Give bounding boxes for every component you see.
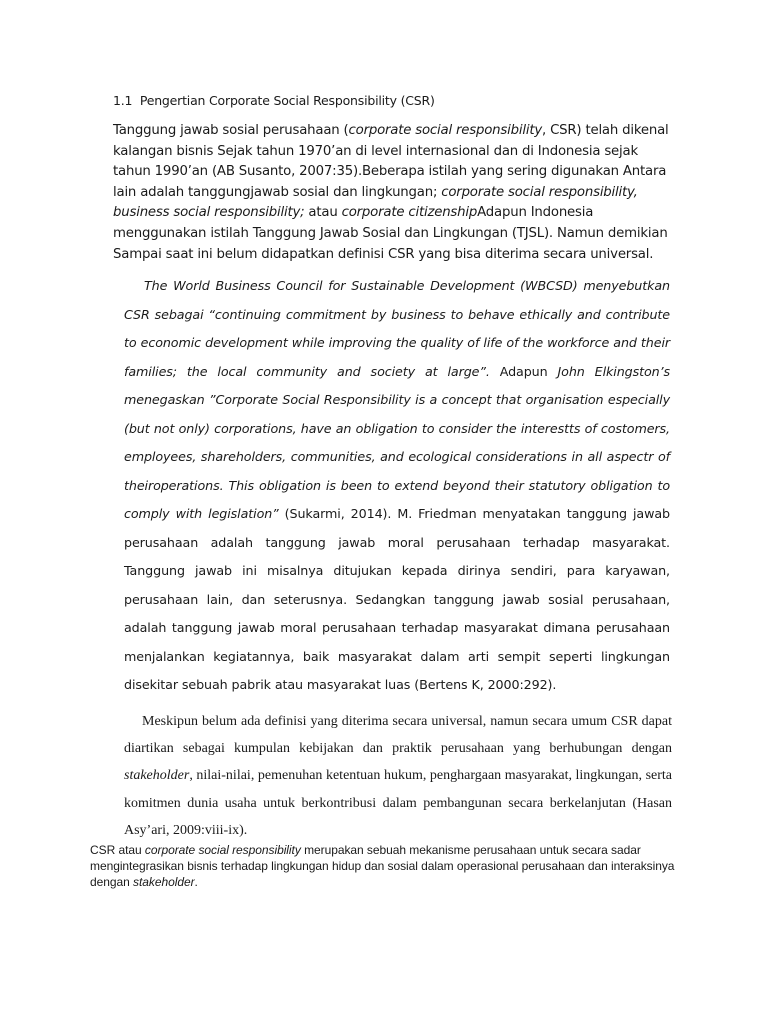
text-run: Adapun [489, 363, 558, 379]
text-run: CSR atau [90, 843, 145, 857]
paragraph-csr-history [113, 121, 673, 265]
paragraph-general-definition [124, 708, 672, 844]
text-run: , nilai-nilai, pemenuhan ketentuan hukum, penghargaan masyarakat, lingkungan, serta komitmen dunia usaha untuk berkontribusi dalam pembangunan secara berkelanjutan (Hasan Asy’ari, 2009:viii-ix). [124, 768, 672, 838]
italic-run: corporate social responsibility, business social responsibility; [113, 184, 638, 221]
text-run: merupakan sebuah mekanisme perusahaan untuk secara sadar mengintegrasikan bisnis terhadap lingkungan hidup dan sosial dalam operasional perusahaan dan interaksinya dengan [90, 843, 675, 889]
section-heading [113, 93, 673, 108]
text-run: . [194, 874, 198, 889]
paragraph-csr-mechanism [90, 843, 680, 890]
italic-run: The World Business Council for Sustainable Development (WBCSD) menyebutkan CSR sebagai “continuing commitment by business to behave ethically and contribute to economic development while improving the quality of life of the workforce and their families; the local community and society at large”. [124, 278, 670, 379]
section-title: Pengertian Corporate Social Responsibility (CSR) [139, 93, 435, 108]
paragraph-wbcsd-definition [124, 272, 670, 700]
text-run: , CSR) telah dikenal kalangan bisnis Sejak tahun 1970’an di level internasional dan di Indonesia sejak tahun 1990’an (AB Susanto, 2007:35).Beberapa istilah yang sering digunakan Antara lain adalah tanggungjawab sosial dan lingkungan; [113, 123, 669, 200]
section-number: 1.1 [113, 93, 133, 108]
italic-run: John Elkingston’s menegaskan ”Corporate Social Responsibility is a concept that organisation especially (but not only) corporations, have an obligation to consider the interestts of costomers, employees, shareholders, communities, and ecological considerations in all aspectr of theiroperations. This obligation is been to extend beyond their statutory obligation to comply with legislation” [124, 363, 671, 521]
text-run: Tanggung jawab sosial perusahaan ( [113, 123, 349, 138]
text-run: Adapun Indonesia menggunakan istilah Tanggung Jawab Sosial dan Lingkungan (TJSL). Namun demikian Sampai saat ini belum didapatkan definisi CSR yang bisa diterima secara universal. [113, 205, 668, 262]
text-run: Meskipun belum ada definisi yang diterima secara universal, namun secara umum CSR dapat diartikan sebagai kumpulan kebijakan dan praktik perusahaan yang berhubungan dengan [124, 714, 672, 757]
italic-run: stakeholder [124, 768, 190, 784]
italic-run: corporate social responsibility [144, 843, 301, 857]
italic-run: stakeholder [133, 874, 195, 889]
italic-run: corporate citizenship [341, 205, 478, 221]
text-run: atau [304, 205, 342, 221]
italic-run: corporate social responsibility [348, 123, 543, 138]
text-run: (Sukarmi, 2014). M. Friedman menyatakan tanggung jawab perusahaan adalah tanggung jawab moral perusahaan terhadap masyarakat. Tanggung jawab ini misalnya ditujukan kepada dirinya sendiri, para karyawan, perusahaan lain, dan seterusnya. Sedangkan tanggung jawab sosial perusahaan, adalah tanggung jawab moral perusahaan terhadap masyarakat dimana perusahaan menjalankan kegiatannya, baik masyarakat dalam arti sempit seperti lingkungan disekitar sebuah pabrik atau masyarakat luas (Bertens K, 2000:292). [124, 506, 670, 692]
